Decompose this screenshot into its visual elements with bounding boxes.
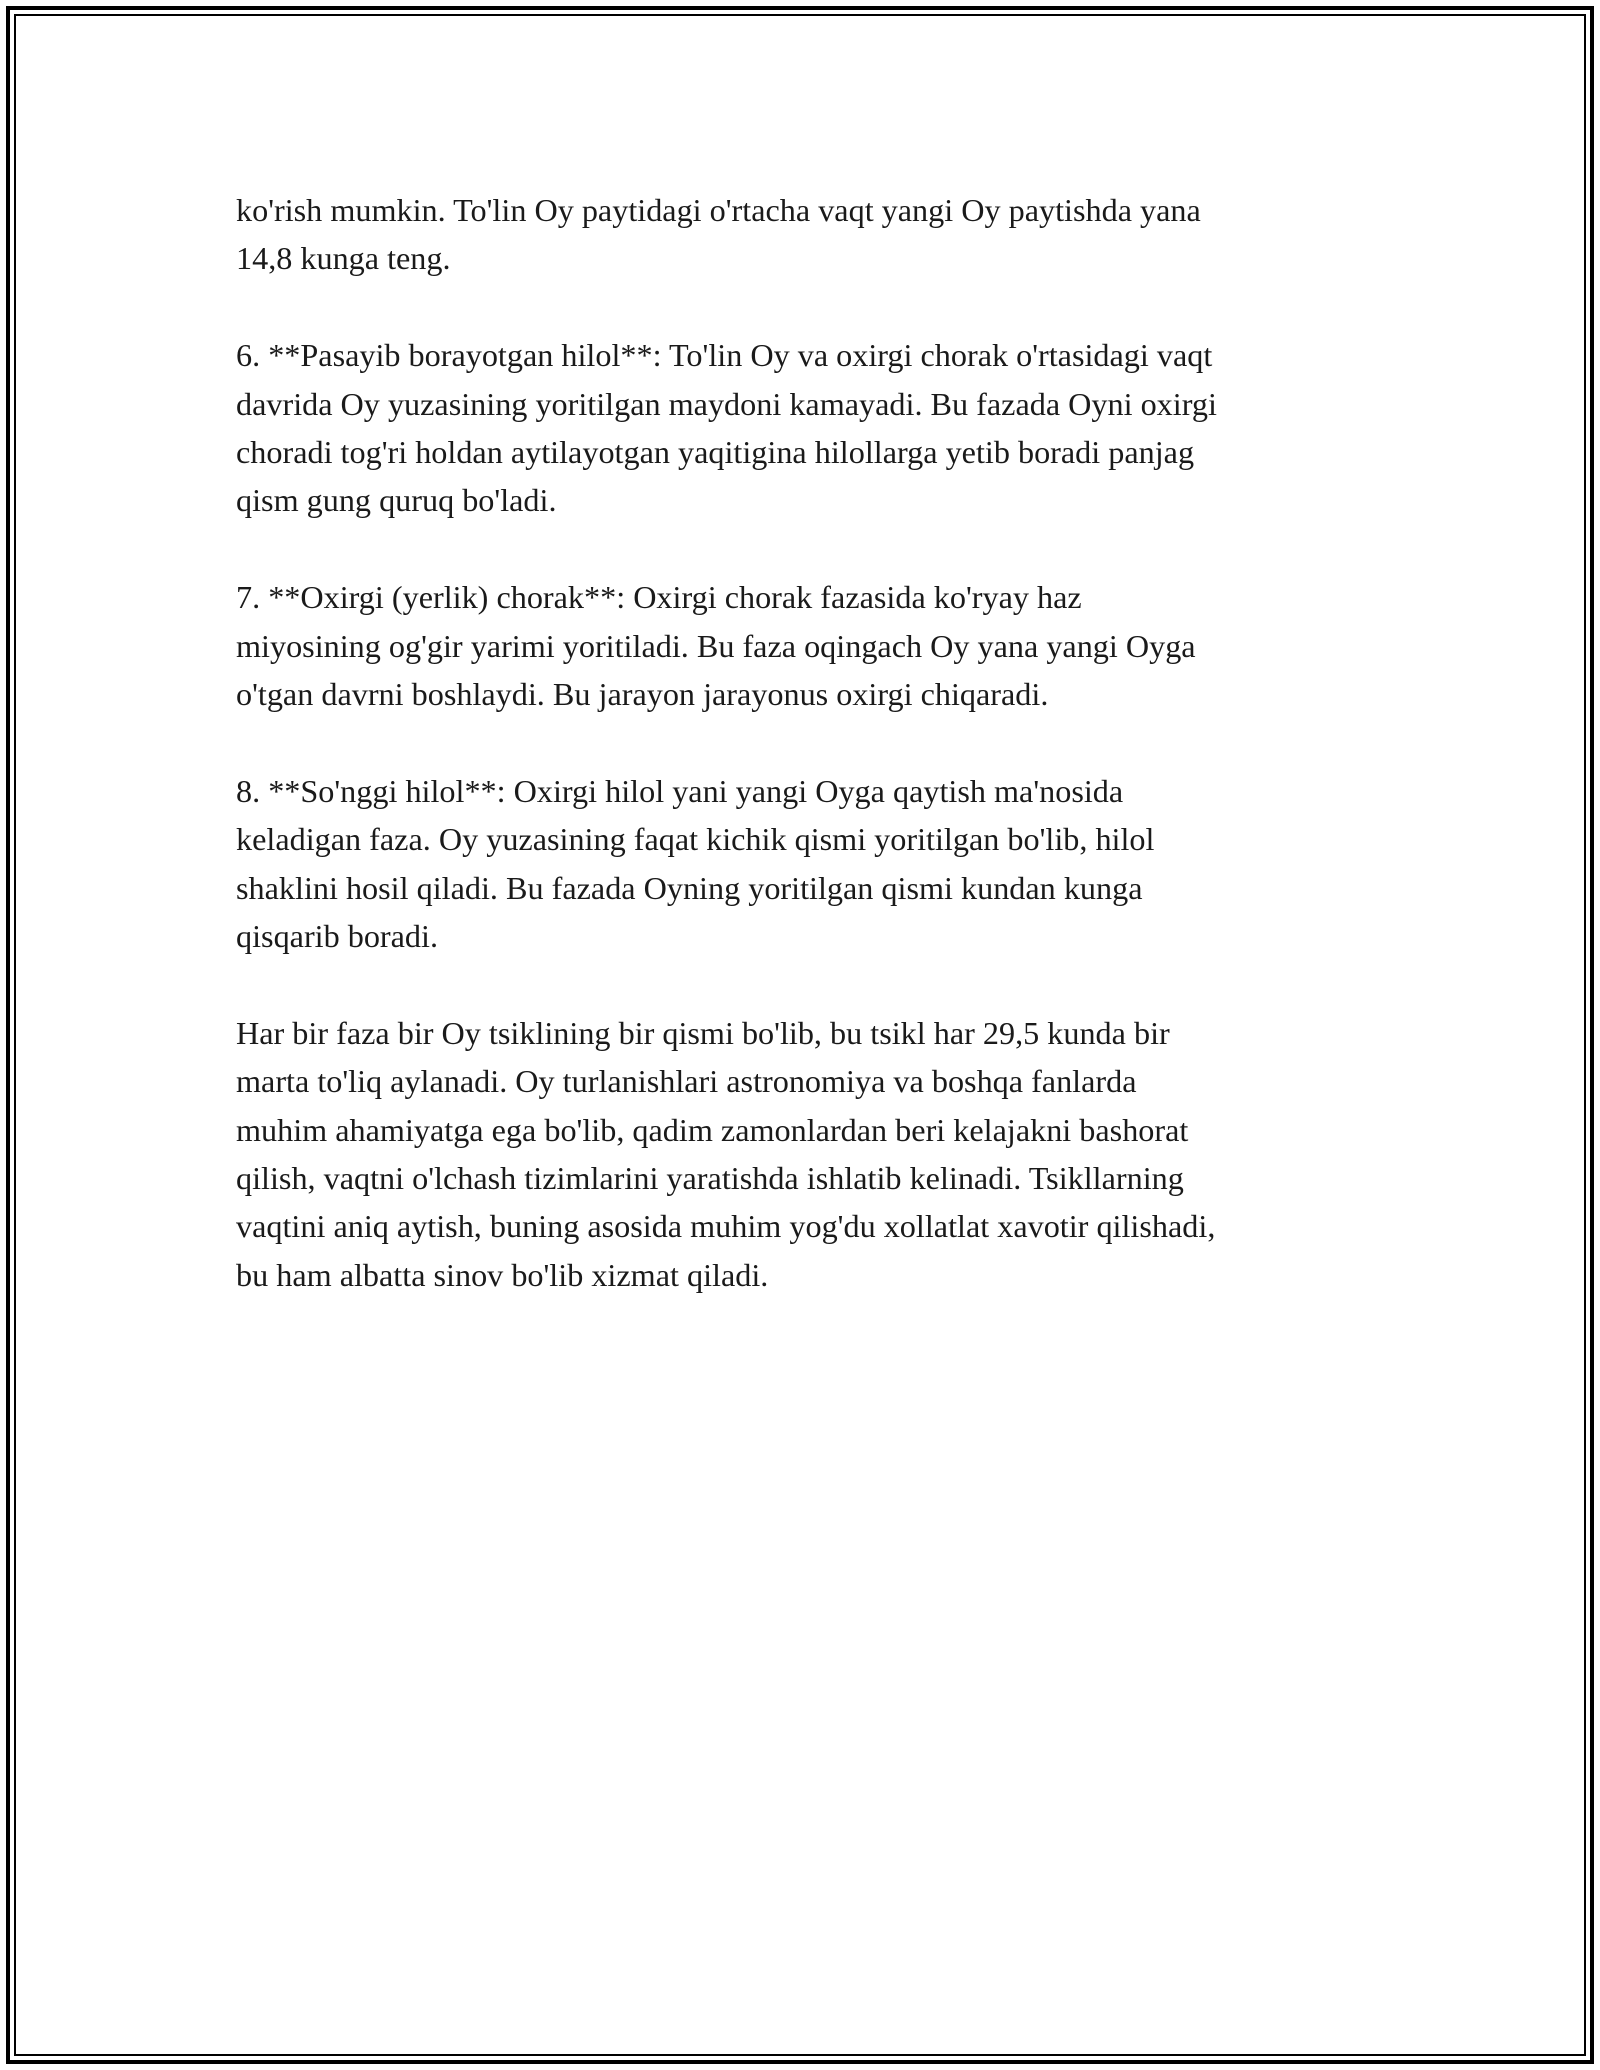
paragraph-continuation: ko'rish mumkin. To'lin Oy paytidagi o'rtacha vaqt yangi Oy paytishda yana 14,8 kunga teng. bbox=[236, 192, 1201, 277]
paragraph-item-7: 7. **Oxirgi (yerlik) chorak**: Oxirgi chorak fazasida ko'ryay haz miyosining og'gir yarimi yoritiladi. Bu faza oqingach Oy yana yangi Oyga o'tgan davrni boshlaydi. Bu jarayon jarayonus oxirgi chiqaradi. bbox=[236, 579, 1196, 713]
paragraph-item-6: 6. **Pasayib borayotgan hilol**: To'lin Oy va oxirgi chorak o'rtasidagi vaqt davrida Oy yuzasining yoritilgan maydoni kamayadi. Bu fazada Oyni oxirgi choradi tog'ri holdan aytilayotgan yaqitigina hilollarga yetib boradi panjag qism gung quruq bo'ladi. bbox=[236, 337, 1217, 519]
paragraph-item-8: 8. **So'nggi hilol**: Oxirgi hilol yani yangi Oyga qaytish ma'nosida keladigan faza. Oy yuzasining faqat kichik qismi yoritilgan bo'lib, hilol shaklini hosil qiladi. Bu fazada Oyning yoritilgan qismi kundan kunga qisqarib boradi. bbox=[236, 772, 1155, 955]
document-body bbox=[236, 186, 1366, 1348]
paragraph-summary: Har bir faza bir Oy tsiklining bir qismi bo'lib, bu tsikl har 29,5 kunda bir marta to'liq aylanadi. Oy turlanishlari astronomiya va boshqa fanlarda muhim ahamiyatga ega bo'lib, qadim zamonlardan beri kelajakni bashorat qilish, vaqtni o'lchash tizimlarini yaratishda ishlatib kelinadi. Tsikllarning vaqtini aniq aytish, buning asosida muhim yog'du xollatlat xavotir qilishadi, bu ham albatta sinov bo'lib xizmat qiladi. bbox=[236, 1014, 1216, 1293]
